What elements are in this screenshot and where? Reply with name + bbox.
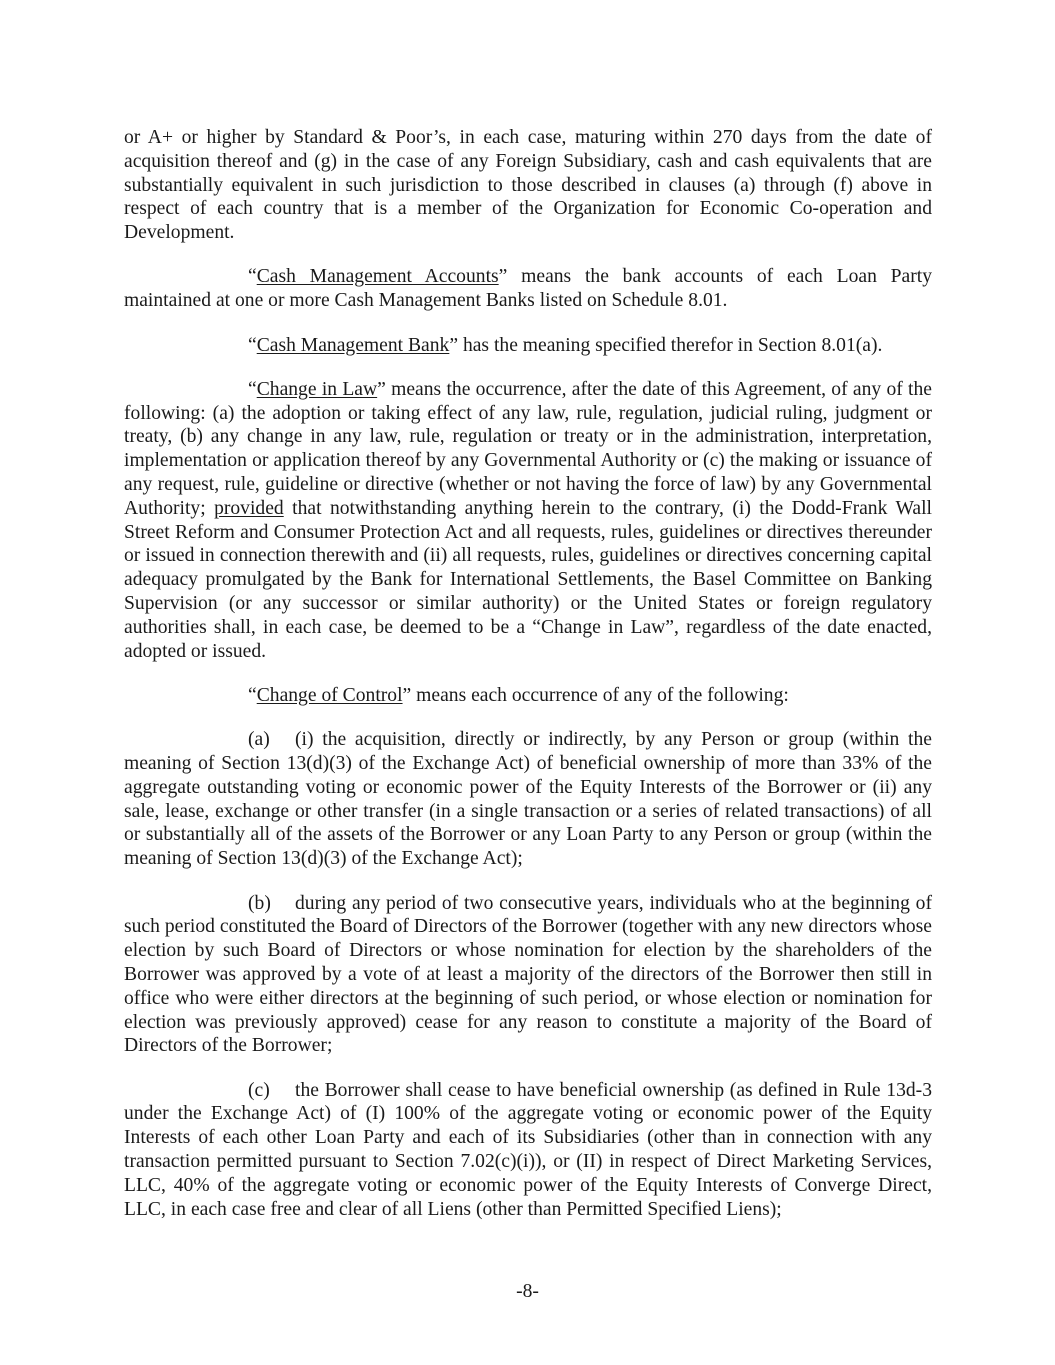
open-quote: “ [248, 378, 257, 400]
proviso-term: provided [214, 497, 284, 519]
defined-term: Cash Management Bank [256, 334, 450, 356]
definition-text: ” means the bank accounts of each Loan Party maintained at one or more Cash Management Banks listed on Schedule 8.01. [124, 266, 932, 312]
definition-change-of-control [124, 684, 932, 708]
clause-label: (a) [248, 729, 270, 751]
open-quote: “ [248, 266, 257, 288]
clause-label: (c) [248, 1079, 270, 1101]
open-quote: “ [248, 334, 257, 356]
defined-term: Cash Management Accounts [256, 266, 499, 288]
clause-text: during any period of two consecutive years, individuals who at the beginning of such period constituted the Board of Directors of the Borrower (together with any new directors whose election by such Board of Directors or whose nomination for election by the shareholders of the Borrower was approved by a vote of at least a majority of the directors of the Borrower then still in office who were either directors at the beginning of such period, or whose election or nomination for election was previously approved) cease for any reason to constitute a majority of the Board of Directors of the Borrower; [124, 892, 932, 1057]
open-quote: “ [248, 684, 257, 706]
clause-b [124, 892, 932, 1059]
definition-text: that notwithstanding anything herein to the contrary, (i) the Dodd-Frank Wall Street Reform and Consumer Protection Act and all requests, rules, guidelines or directives thereunder or issued in connection therewith and (ii) all requests, rules, guidelines or directives concerning capital adequacy promulgated by the Bank for International Settlements, the Basel Committee on Banking Supervision (or any successor or similar authority) or the United States or foreign regulatory authorities shall, in each case, be deemed to be a “Change in Law”, regardless of the date enacted, adopted or issued. [124, 497, 932, 662]
paragraph-cash-equivalents-continued: or A+ or higher by Standard & Poor’s, in each case, maturing within 270 days from the date of acquisition thereof and (g) in the case of any Foreign Subsidiary, cash and cash equivalents that are substantially equivalent in such jurisdiction to those described in clauses (a) through (f) above in respect of each country that is a member of the Organization for Economic Co-operation and Development. [124, 127, 932, 244]
clause-label: (b) [248, 892, 271, 914]
clause-a [124, 728, 932, 871]
definition-cash-management-bank [124, 334, 932, 358]
clause-text: the Borrower shall cease to have beneficial ownership (as defined in Rule 13d-3 under the Exchange Act) of (I) 100% of the aggregate voting or economic power of the Equity Interests of each other Loan Party and each of its Subsidiaries (other than in connection with any transaction permitted pursuant to Section 7.02(c)(i)), or (II) in respect of Direct Marketing Services, LLC, 40% of the aggregate voting or economic power of the Equity Interests of Converge Direct, LLC, in each case free and clear of all Liens (other than Permitted Specified Liens); [124, 1079, 932, 1220]
definition-cash-management-accounts [124, 265, 932, 313]
document-page [124, 126, 932, 1242]
defined-term: Change of Control [256, 684, 403, 706]
defined-term: Change in Law [256, 378, 378, 400]
clause-text: (i) the acquisition, directly or indirectly, by any Person or group (within the meaning of Section 13(d)(3) of the Exchange Act) of beneficial ownership of more than 33% of the aggregate outstanding voting or economic power of the Equity Interests of the Borrower or (ii) any sale, lease, exchange or other transfer (in a single transaction or a series of related transactions) of all or substantially all of the assets of the Borrower or any Loan Party to any Person or group (within the meaning of Section 13(d)(3) of the Exchange Act); [124, 729, 932, 870]
definition-text: ” means each occurrence of any of the following: [402, 684, 789, 706]
definition-text: ” means the occurrence, after the date of this Agreement, of any of the following: (a) the adoption or taking effect of any law, rule, regulation, judicial ruling, judgment or treaty, (b) any change in any law, rule, regulation or treaty or in the administration, interpretation, implementation or application thereof by any Governmental Authority or (c) the making or issuance of any request, rule, guideline or directive (whether or not having the force of law) by any Governmental Authority; [124, 378, 932, 519]
clause-c [124, 1079, 932, 1222]
definition-change-in-law [124, 378, 932, 664]
definition-text: ” has the meaning specified therefor in Section 8.01(a). [449, 334, 883, 356]
page-number: -8- [516, 1281, 539, 1302]
